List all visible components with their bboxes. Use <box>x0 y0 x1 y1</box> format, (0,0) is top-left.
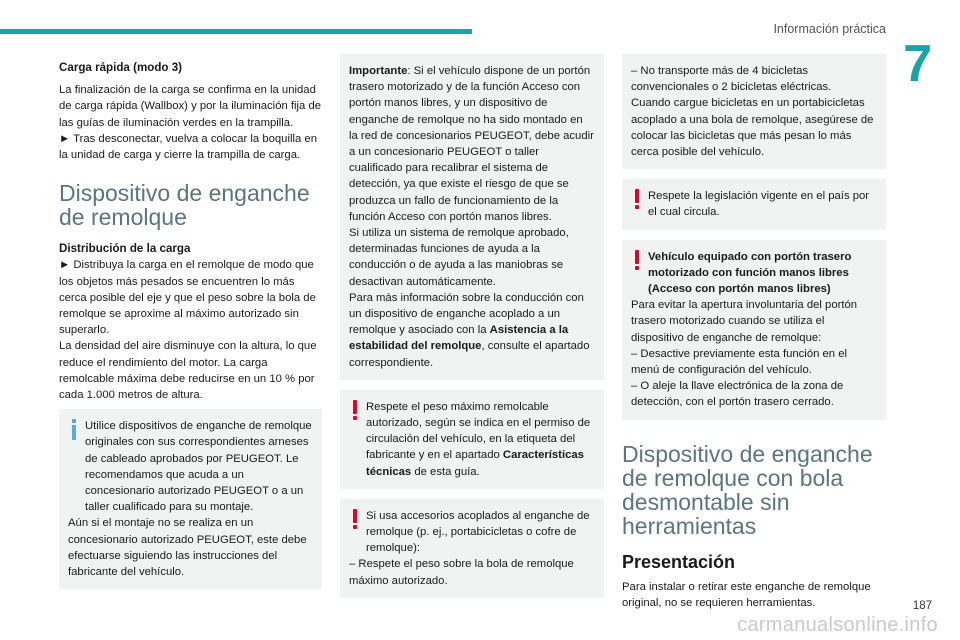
info-text-2: Aún si el montaje no se realiza en un concesionario autorizado PEUGEOT, este debe efectuarse siguiendo las instrucciones del fabricante del vehículo. <box>68 517 307 579</box>
warning-tailgate-title: Vehículo equipado con portón trasero motorizado con función manos libres (Acceso con portón manos libres) <box>648 250 852 296</box>
section-title: Información práctica <box>773 22 886 36</box>
important-label: Importante <box>349 65 408 77</box>
warning-tailgate-text-2: – Desactive previamente esta función en el menú de configuración del vehículo. <box>631 347 848 377</box>
important-text-3c: , consulte el apartado correspondiente. <box>349 340 590 369</box>
bikes-text-2: Cuando cargue bicicletas en un portabicicletas acoplado a una bola de remolque, asegúrese de colocar las bicicletas que más pesan lo más cerca posible del vehículo. <box>631 97 874 159</box>
chapter-number: 7 <box>903 35 932 93</box>
paragraph-fast-charge: La finalización de la carga se confirma en la unidad de carga rápida (Wallbox) y por la iluminación fija de las guías de iluminación verdes en la trampilla. <box>59 84 322 129</box>
warning-tailgate-text-3: – O aleje la llave electrónica de la zona de detección, con el portón trasero cerrado. <box>631 380 844 409</box>
warning-box-accessories <box>340 499 604 598</box>
warning-accessories-text-1: Si usa accesorios acoplados al enganche de remolque (p. ej., portabicicletas o cofre de remolque): <box>366 509 590 555</box>
heading-fast-charge: Carga rápida (modo 3) <box>59 61 183 74</box>
warning-icon <box>634 189 640 211</box>
column-1 <box>59 54 322 599</box>
column-2 <box>340 54 604 608</box>
important-text-1: : Si el vehículo dispone de un portón trasero motorizado y de la función Acceso con portón manos libres, y un dispositivo de enganche de remolque no ha sido montado en la red de concesionarios PEUGEOT, debe acudir a un concesionario PEUGEOT o taller cualificado para recalibrar el sistema de detección, ya que existe el riesgo de que se produzca un fallo de funcionamiento de la función Acceso con portón manos libres. <box>349 65 594 223</box>
column-3 <box>622 54 886 611</box>
warning-weight-text-b: Características técnicas <box>366 449 584 478</box>
info-box-original-towbar <box>59 409 322 589</box>
paragraph-load-distribution: ► Distribuya la carga en el remolque de modo que los objetos más pesados se encuentren lo más cerca posible del eje y que el peso sobre la bola de remolque se aproxime al máximo autorizado sin superarlo. <box>59 259 316 337</box>
warning-icon <box>634 250 640 272</box>
heading-removable-towbar: Dispositivo de enganche de remolque con bola desmontable sin herramientas <box>622 440 873 539</box>
page-number: 187 <box>912 600 932 612</box>
warning-weight-text-c: de esta guía. <box>411 465 480 478</box>
warning-accessories-text-2: – Respete el peso sobre la bola de remolque máximo autorizado. <box>349 558 574 587</box>
important-text-3a: Para más información sobre la conducción con un dispositivo de enganche acoplado a un remolque y asociado con la <box>349 291 584 337</box>
warning-box-tailgate <box>622 240 886 420</box>
paragraph-air-density: La densidad del aire disminuye con la altura, lo que reduce el rendimiento del motor. La carga remolcable máxima debe reducirse en un 10 % por cada 1.000 metros de altura. <box>59 340 317 402</box>
header-accent-bar <box>0 29 472 34</box>
heading-towbar: Dispositivo de enganche de remolque <box>59 180 310 231</box>
heading-load-distribution: Distribución de la carga <box>59 242 191 256</box>
warning-tailgate-text-1: Para evitar la apertura involuntaria del portón trasero motorizado cuando se utiliza el dispositivo de enganche de remolque: <box>631 299 858 344</box>
warning-weight-text-a: Respete el peso máximo remolcable autorizado, según se indica en el permiso de circulación del vehículo, en la etiqueta del fabricante y en el apartado <box>366 400 591 462</box>
step-fast-charge: ► Tras desconectar, vuelva a colocar la boquilla en la unidad de carga y cierre la trampilla de carga. <box>59 132 317 162</box>
warning-box-max-weight <box>340 390 604 489</box>
important-text-3b: Asistencia a la estabilidad del remolque <box>349 324 569 353</box>
important-box <box>340 54 604 380</box>
heading-presentation: Presentación <box>622 551 736 572</box>
warning-law-text: Respete la legislación vigente en el país por el cual circula. <box>648 190 870 219</box>
warning-icon <box>352 400 358 422</box>
info-text-1: Utilice dispositivos de enganche de remolque originales con sus correspondientes arneses de cableado aprobados por PEUGEOT. Le recomendamos que acuda a un concesionario autorizado PEUGEOT o a un taller cualificado para su montaje. <box>85 420 312 514</box>
watermark: carmanualsonline.info <box>737 614 938 636</box>
warning-icon <box>352 509 358 531</box>
bikes-text-1: – No transporte más de 4 bicicletas convencionales o 2 bicicletas eléctricas. <box>631 65 832 94</box>
important-text-2: Si utiliza un sistema de remolque aprobado, determinadas funciones de ayuda a la conducción o de ayuda a las maniobras se desactivan automáticamente. <box>349 227 569 288</box>
paragraph-presentation: Para instalar o retirar este enganche de remolque original, no se requieren herramientas. <box>622 580 871 609</box>
warning-box-law <box>622 179 886 229</box>
info-icon <box>71 419 77 443</box>
bikes-box <box>622 54 886 169</box>
